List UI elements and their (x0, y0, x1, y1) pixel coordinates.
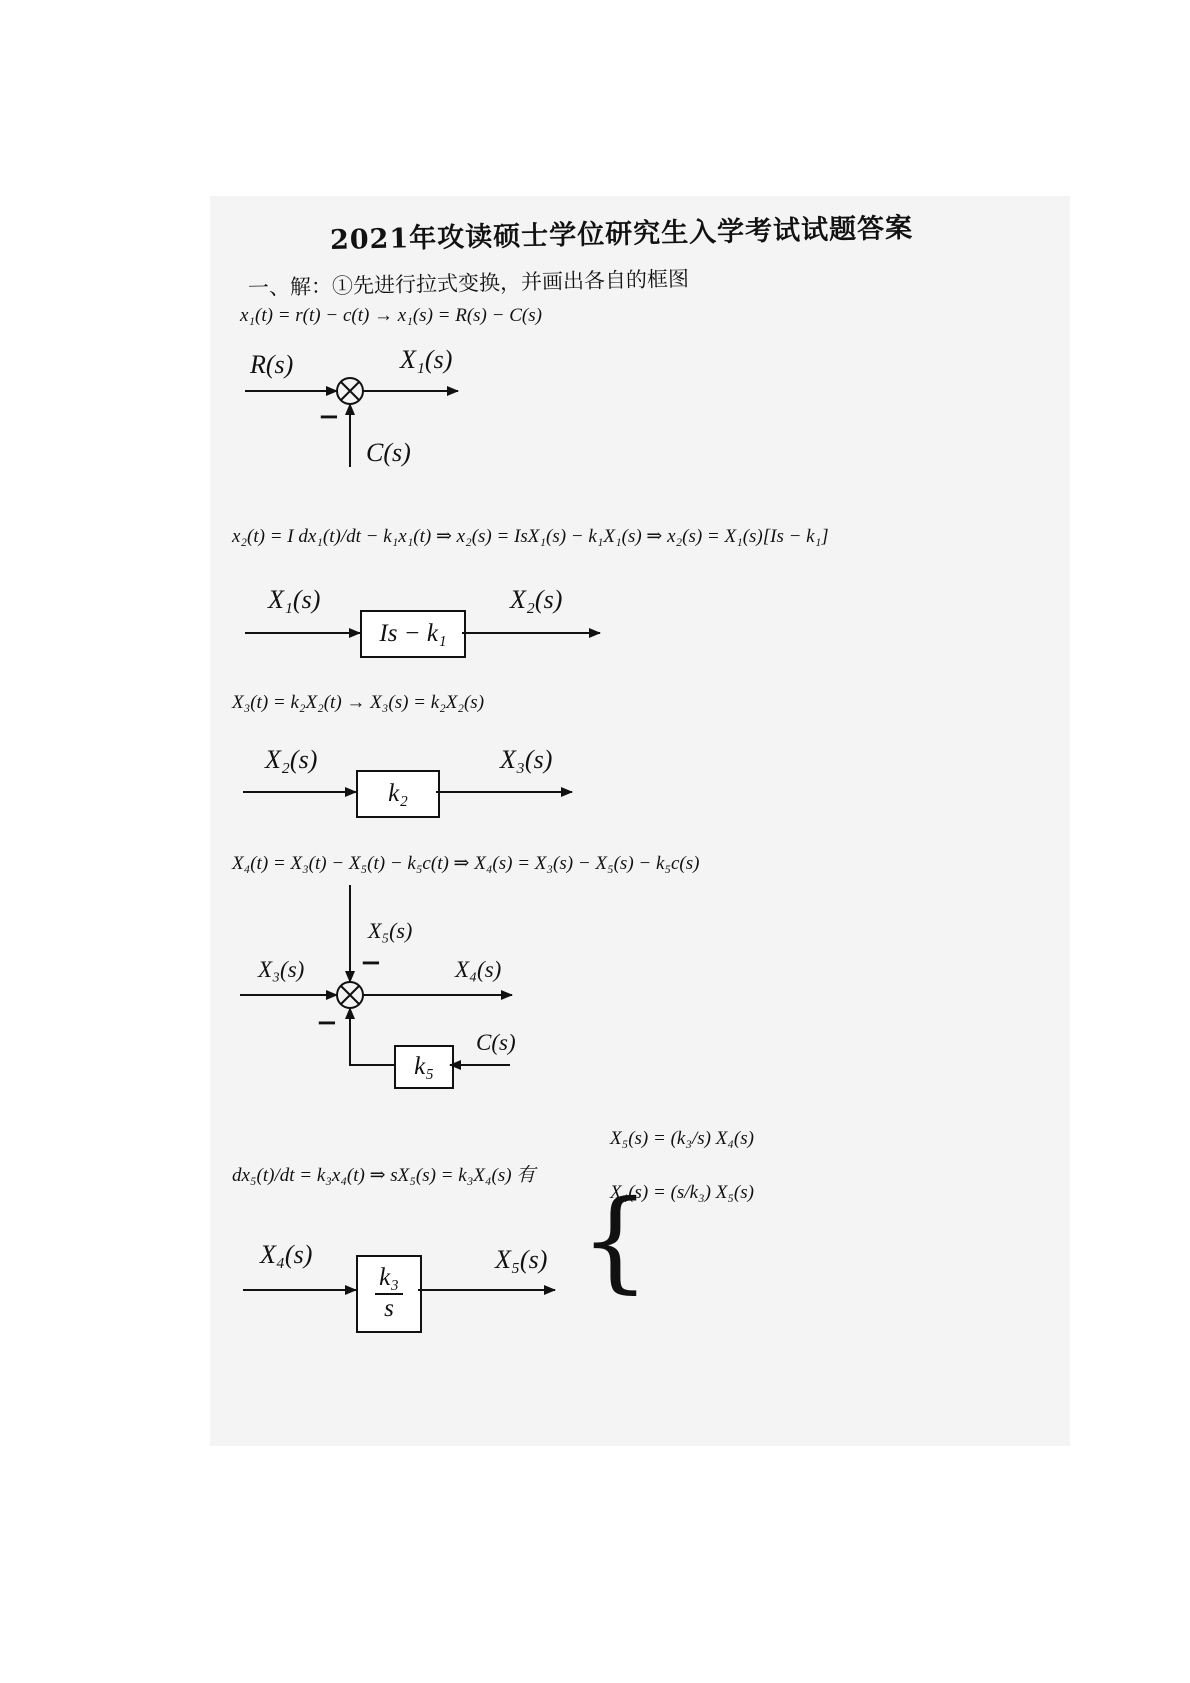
d4-feedback-path (350, 1008, 394, 1065)
d2-input-label: X₁(s) (268, 585, 321, 614)
d3-output-label: X₃(s) (500, 745, 553, 774)
d5-input-label: X₄(s) (260, 1240, 313, 1269)
d5-output-label: X₅(s) (495, 1245, 548, 1274)
section-heading: 一、解：①先进行拉式变换，并画出各自的框图 (247, 266, 690, 300)
d1-summing-junction (337, 378, 363, 404)
equation-1: x₁(t) = r(t) − c(t) → x₁(s) = R(s) − C(s) (240, 305, 542, 326)
d5-block-numerator: k₃ (375, 1264, 403, 1295)
d3-block: k₂ (356, 770, 440, 818)
d1-minus-sign: − (318, 402, 340, 432)
equation-5-case-2: X₄(s) = (s/k₃) X₅(s) (610, 1182, 754, 1203)
d4-top-minus-sign: − (360, 948, 382, 978)
d4-side-input-label: C(s) (476, 1030, 516, 1055)
document-title: 2021年攻读硕士学位研究生入学考试试题答案 (329, 212, 914, 256)
equation-2: x₂(t) = I dx₁(t)/dt − k₁x₁(t) ⇒ x₂(s) = IsX₁(s) − k₁X₁(s) ⇒ x₂(s) = X₁(s)[Is − k₁] (232, 526, 829, 547)
d1-feedback-label: C(s) (366, 438, 411, 467)
cases-brace: { (580, 1176, 650, 1304)
equation-5-left: dx₅(t)/dt = k₃x₄(t) ⇒ sX₅(s) = k₃X₄(s) 有 (232, 1165, 536, 1186)
d2-block: Is − k₁ (360, 610, 466, 658)
d4-block: k₅ (394, 1045, 454, 1089)
d2-output-label: X₂(s) (510, 585, 563, 614)
d1-input-label: R(s) (250, 350, 294, 379)
d4-top-input-label: X₅(s) (368, 918, 413, 943)
d5-block-denominator: s (384, 1295, 394, 1322)
d1-output-label: X₁(s) (400, 345, 453, 374)
equation-3: X₃(t) = k₂X₂(t) → X₃(s) = k₂X₂(s) (232, 692, 485, 713)
d4-bottom-minus-sign: − (316, 1008, 338, 1038)
equation-5-case-1: X₅(s) = (k₃/s) X₄(s) (610, 1128, 754, 1149)
d4-input-label: X₃(s) (258, 957, 305, 982)
d4-summing-junction (337, 982, 363, 1008)
d3-input-label: X₂(s) (265, 745, 318, 774)
d4-output-label: X₄(s) (455, 957, 502, 982)
equation-4: X₄(t) = X₃(t) − X₅(t) − k₅c(t) ⇒ X₄(s) = X₃(s) − X₅(s) − k₅c(s) (232, 853, 700, 874)
